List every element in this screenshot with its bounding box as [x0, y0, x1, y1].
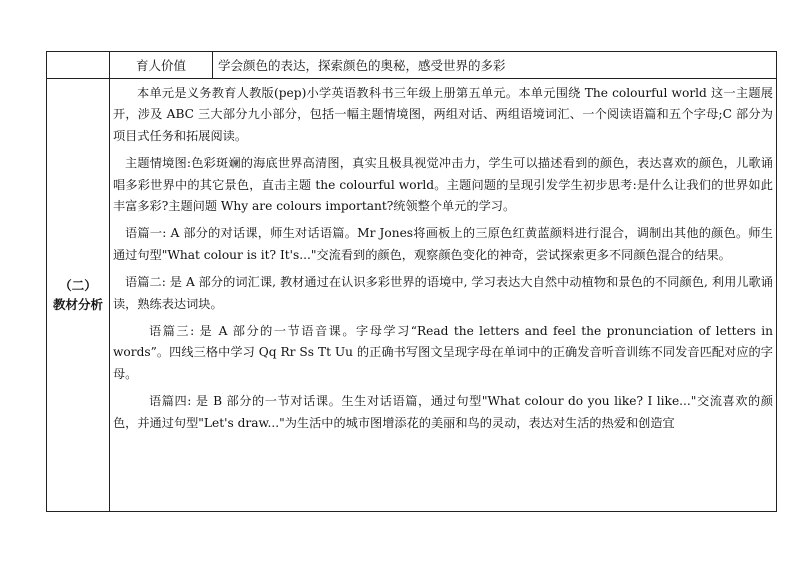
paragraph-text-three: 语篇三: 是 A 部分的一节语音课。字母学习“Read the letters and feel the pronunciation of letters in words”。四线三格中学习 Qq Rr Ss Tt Uu 的正确书写图文呈现字母在单词中的正确发音听音训练不同发音匹配对应的字母。 — [113, 324, 773, 381]
section-title: 教材分析 — [52, 297, 103, 312]
moral-value-text: 学会颜色的表达，探索颜色的奥秘，感受世界的多彩 — [213, 52, 777, 79]
empty-cell — [47, 52, 110, 79]
paragraph-text-two: 语篇二: 是 A 部分的词汇课, 教材通过在认识多彩世界的语境中, 学习表达大自然中动植物和景色的不同颜色, 利用儿歌诵读，熟练表达词块。 — [113, 275, 773, 311]
textbook-analysis-content — [110, 79, 777, 512]
paragraph-text-one: 语篇一: A 部分的对话课，师生对话语篇。Mr Jones将画板上的三原色红黄蓝颜料进行混合，调制出其他的颜色。师生通过句型"What colour is it? It's..."交流看到的颜色，观察颜色变化的神奇，尝试探索更多不同颜色混合的结果。 — [113, 226, 773, 262]
teaching-plan-table — [46, 51, 777, 512]
table-row-textbook-analysis — [47, 79, 777, 512]
section-label-cell — [47, 79, 110, 512]
paragraph-text-four: 语篇四: 是 B 部分的一节对话课。生生对话语篇，通过句型"What colour do you like? I like..."交流喜欢的颜色，并通过句型"Let's draw..."为生活中的城市图增添花的美丽和鸟的灵动，表达对生活的热爱和创造宜 — [113, 394, 773, 430]
paragraph-unit-overview: 本单元是义务教育人教版(pep)小学英语教科书三年级上册第五单元。本单元围绕 The colourful world 这一主题展开，涉及 ABC 三大部分九小部分，包括一幅主题情境图，两组对话、两组语境词汇、一个阅读语篇和五个字母;C 部分为项目式任务和拓展阅读。 — [113, 86, 773, 143]
paragraph-theme-picture: 主题情境图:色彩斑斓的海底世界高清图，真实且极具视觉冲击力，学生可以描述看到的颜色，表达喜欢的颜色，儿歌诵唱多彩世界中的其它景色，直击主题 the colourful world。主题问题的呈现引发学生初步思考:是什么让我们的世界如此丰富多彩?主题问题 Why are colours important?统领整个单元的学习。 — [113, 156, 773, 214]
table-row-moral-value — [47, 52, 777, 79]
section-number: （二） — [59, 278, 97, 293]
moral-value-label: 育人价值 — [110, 52, 213, 79]
